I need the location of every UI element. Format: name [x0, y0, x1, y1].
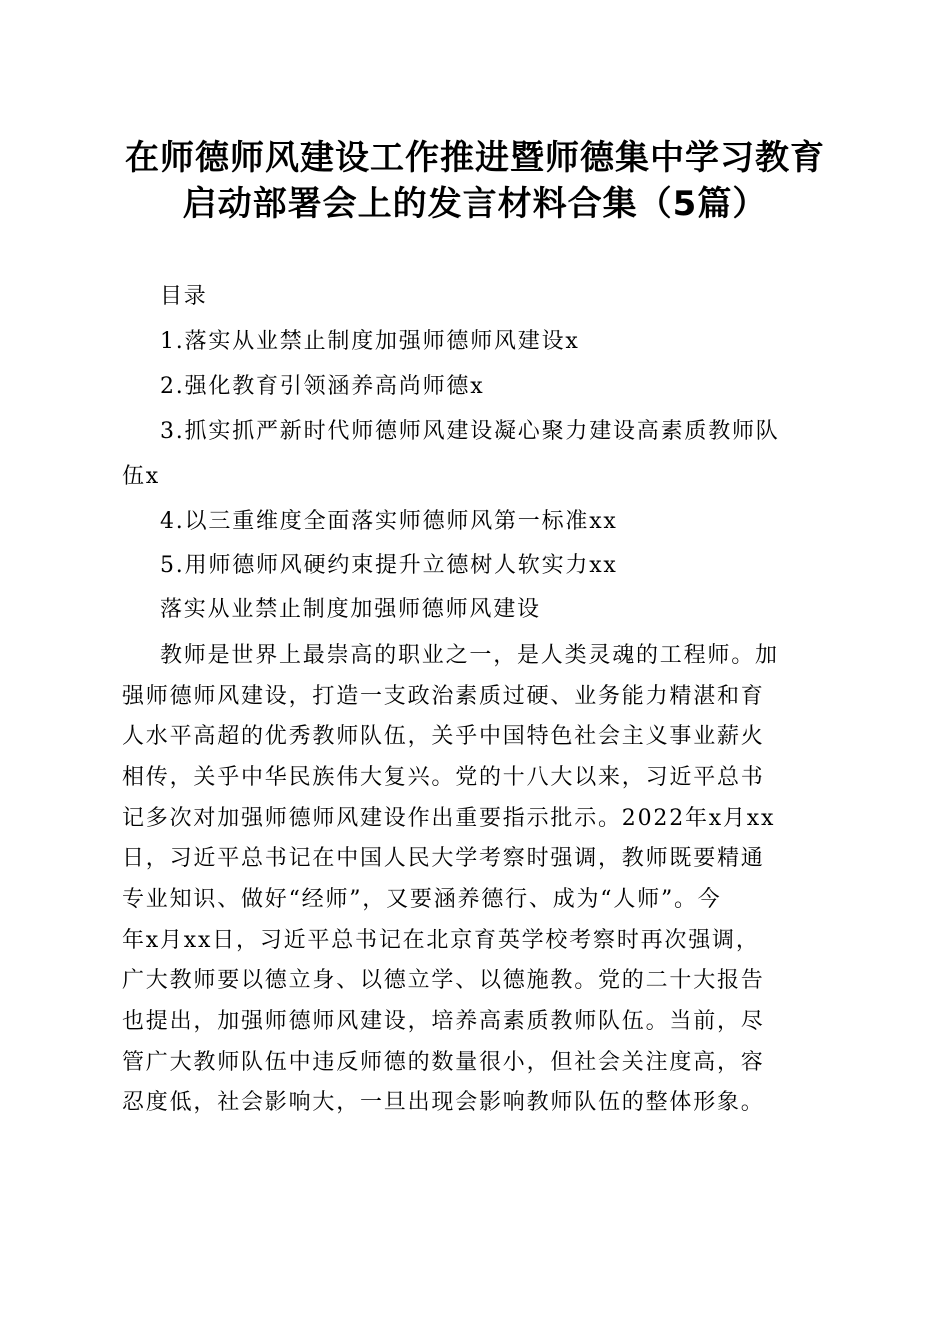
body-line-9: 广大教师要以德立身、以德立学、以德施教。党的二十大报告 — [122, 968, 765, 993]
toc-item-2: 2.强化教育引领涵养高尚师德x — [160, 374, 485, 399]
toc-item-3-continued: 伍x — [122, 464, 161, 489]
body-line-5: 记多次对加强师德师风建设作出重要指示批示。2022年x月xx — [122, 806, 776, 831]
document-title-line-2: 启动部署会上的发言材料合集（5篇） — [182, 184, 768, 224]
body-line-2: 强师德师风建设，打造一支政治素质过硬、业务能力精湛和育 — [122, 684, 765, 709]
document-title-line-1: 在师德师风建设工作推进暨师德集中学习教育 — [125, 138, 825, 178]
toc-item-5: 5.用师德师风硬约束提升立德树人软实力xx — [160, 553, 618, 578]
body-line-7: 专业知识、做好“经师”，又要涵养德行、成为“人师”。今 — [122, 887, 722, 912]
body-line-8: 年x月xx日，习近平总书记在北京育英学校考察时再次强调， — [122, 928, 760, 953]
body-line-3: 人水平高超的优秀教师队伍，关乎中国特色社会主义事业薪火 — [122, 724, 765, 749]
body-line-12: 忍度低，社会影响大，一旦出现会影响教师队伍的整体形象。 — [122, 1090, 765, 1115]
toc-heading: 目录 — [160, 284, 208, 309]
body-line-11: 管广大教师队伍中违反师德的数量很小，但社会关注度高，容 — [122, 1050, 765, 1075]
body-line-4: 相传，关乎中华民族伟大复兴。党的十八大以来，习近平总书 — [122, 765, 765, 790]
body-line-10: 也提出，加强师德师风建设，培养高素质教师队伍。当前，尽 — [122, 1009, 765, 1034]
body-line-6: 日，习近平总书记在中国人民大学考察时强调，教师既要精通 — [122, 846, 765, 871]
toc-item-3: 3.抓实抓严新时代师德师风建设凝心聚力建设高素质教师队 — [160, 419, 780, 444]
section-heading: 落实从业禁止制度加强师德师风建设 — [160, 597, 541, 622]
toc-item-1: 1.落实从业禁止制度加强师德师风建设x — [160, 329, 580, 354]
toc-item-4: 4.以三重维度全面落实师德师风第一标准xx — [160, 509, 618, 534]
body-line-1: 教师是世界上最崇高的职业之一，是人类灵魂的工程师。加 — [160, 643, 779, 668]
